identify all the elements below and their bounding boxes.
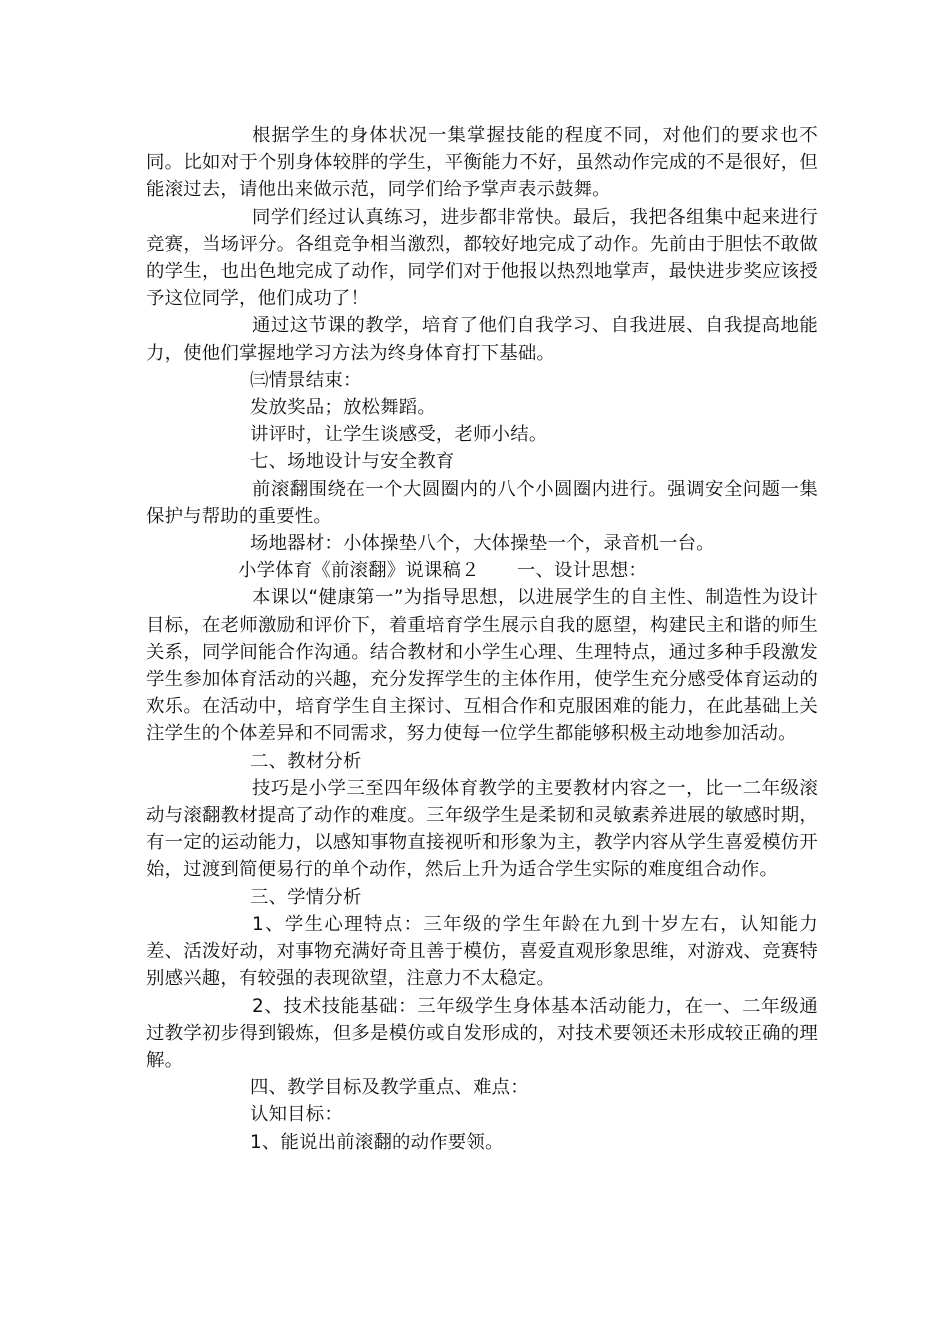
paragraph-teaching-summary: 通过这节课的教学，培育了他们自我学习、自我进展、自我提高地能力，使他们掌握地学习方法为终身体育打下基础。 <box>146 315 818 364</box>
heading-teaching-goals: 四、教学目标及教学重点、难点： <box>250 1077 529 1099</box>
paragraph-demonstration: 根据学生的身体状况一集掌握技能的程度不同，对他们的要求也不同。比如对于个别身体较胖的学生，平衡能力不好，虽然动作完成的不是很好，但能滚过去，请他出来做示范，同学们给予掌声表示鼓舞。 <box>146 125 818 201</box>
line-equipment: 场地器材：小体操垫八个，大体操垫一个，录音机一台。 <box>250 533 715 555</box>
paragraph-skill-base: 2、技术技能基础：三年级学生身体基本活动能力，在一、二年级通过教学初步得到锻炼，但多是模仿或自发形成的，对技术要领还未形成较正确的理解。 <box>146 995 818 1071</box>
paragraph-design-idea: 本课以“健康第一”为指导思想，以进展学生的自主性、制造性为设计目标，在老师激励和评价下，着重培育学生展示自我的愿望，构建民主和谐的师生关系，同学间能合作沟通。结合教材和小学生心理、生理特点，通过多种手段激发学生参加体育活动的兴趣，充分发挥学生的主体作用，使学生充分感受体育运动的欢乐。在活动中，培育学生自主探讨、互相合作和克服困难的能力，在此基础上关注学生的个体差异和不同需求，努力使每一位学生都能够积极主动地参加活动。 <box>146 587 818 745</box>
heading-venue-safety: 七、场地设计与安全教育 <box>250 451 455 473</box>
paragraph-psychology: 1、学生心理特点：三年级的学生年龄在九到十岁左右，认知能力差、活泼好动，对事物充满好奇且善于模仿，喜爱直观形象思维，对游戏、竞赛特别感兴趣，有较强的表现欲望，注意力不太稳定。 <box>146 913 818 990</box>
line-comment: 讲评时，让学生谈感受，老师小结。 <box>250 424 548 446</box>
document-page <box>146 122 818 1156</box>
paragraph-venue-layout: 前滚翻围绕在一个大圆圈内的八个小圆圈内进行。强调安全问题一集保护与帮助的重要性。 <box>146 478 818 527</box>
heading-material-analysis: 二、教材分析 <box>250 750 362 772</box>
paragraph-competition: 同学们经过认真练习，进步都非常快。最后，我把各组集中起来进行竞赛，当场评分。各组竞争相当激烈，都较好地完成了动作。先前由于胆怯不敢做的学生，也出色地完成了动作，同学们对于他报以热烈地掌声，最快进步奖应该授予这位同学，他们成功了！ <box>146 206 818 310</box>
line-goal-1: 1、能说出前滚翻的动作要领。 <box>250 1131 504 1153</box>
heading-student-analysis: 三、学情分析 <box>250 886 362 908</box>
paragraph-material-analysis: 技巧是小学三至四年级体育教学的主要教材内容之一，比一二年级滚动与滚翻教材提高了动作的难度。三年级学生是柔韧和灵敏素养进展的敏感时期，有一定的运动能力，以感知事物直接视听和形象为主，教学内容从学生喜爱模仿开始，过渡到简便易行的单个动作，然后上升为适合学生实际的难度组合动作。 <box>146 777 818 881</box>
heading-scenario-end: ㈢情景结束： <box>250 369 362 391</box>
line-cognitive-goal: 认知目标： <box>250 1104 343 1126</box>
line-prizes: 发放奖品；放松舞蹈。 <box>250 397 436 419</box>
heading-lesson-2: 小学体育《前滚翻》说课稿２ 一、设计思想： <box>238 560 647 582</box>
